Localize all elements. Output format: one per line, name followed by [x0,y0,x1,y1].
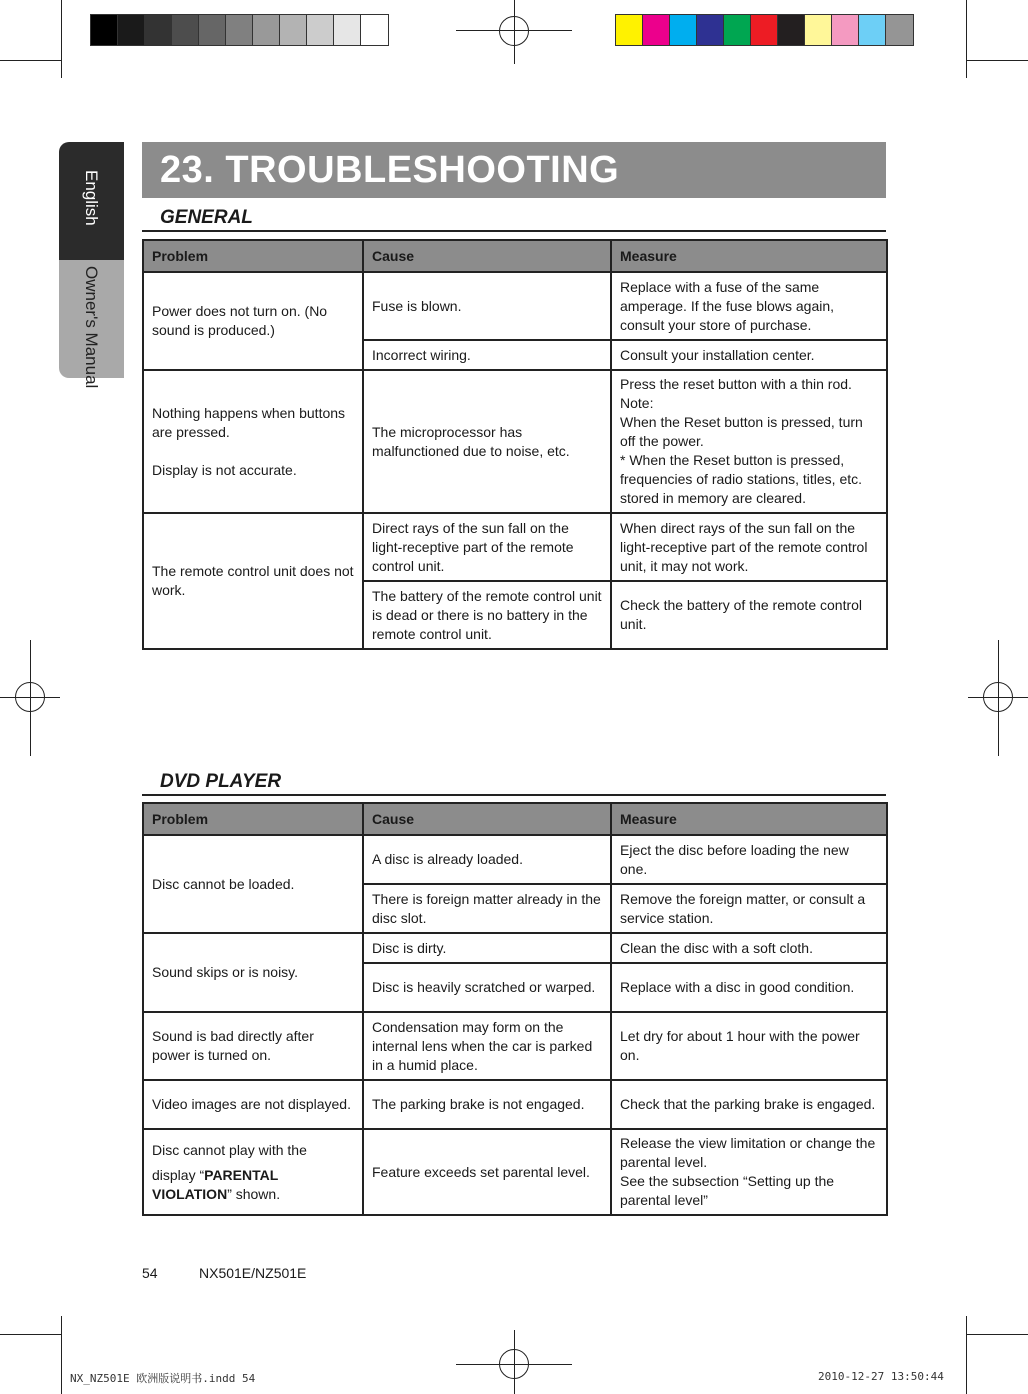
section-rule [142,230,886,232]
color-swatch [616,15,643,45]
measure-cell: Check the battery of the remote control unit. [611,581,887,649]
general-troubleshooting-table [142,239,888,650]
table-row [143,272,887,340]
language-label: English [82,170,101,226]
header-problem: Problem [143,240,363,272]
dvd-troubleshooting-table [142,802,888,1216]
measure-cell: Replace with a disc in good condition. [611,963,887,1012]
table-header-row [143,803,887,835]
gray-swatch [280,15,307,45]
header-problem: Problem [143,803,363,835]
gray-swatch [199,15,226,45]
table-row [143,1080,887,1129]
problem-cell: Video images are not displayed. [143,1080,363,1129]
problem-cell: The remote control unit does not work. [143,513,363,649]
cause-cell: The microprocessor has malfunctioned due to noise, etc. [363,370,611,513]
table-row [143,370,887,513]
table-row [143,513,887,581]
color-swatch [859,15,886,45]
measure-line: Release the view limitation or change the parental level. [620,1135,876,1170]
header-measure: Measure [611,240,887,272]
measure-cell: When direct rays of the sun fall on the light-receptive part of the remote control unit, it may not work. [611,513,887,581]
color-swatch [832,15,859,45]
color-swatch [805,15,832,45]
measure-cell: Eject the disc before loading the new one. [611,835,887,884]
measure-cell: Let dry for about 1 hour with the power on. [611,1012,887,1080]
section-heading-dvd-player: DVD PLAYER [160,771,282,792]
table-header-row [143,240,887,272]
measure-cell: Replace with a fuse of the same amperage. If the fuse blows again, consult your store of purchase. [611,272,887,340]
cause-cell: The parking brake is not engaged. [363,1080,611,1129]
measure-line: When the Reset button is pressed, turn off the power. [620,414,863,449]
model-number: NX501E/NZ501E [199,1265,307,1281]
section-heading-general: GENERAL [160,207,253,228]
header-cause: Cause [363,803,611,835]
problem-cell: Power does not turn on. (No sound is produced.) [143,272,363,370]
measure-cell [611,370,887,513]
measure-line: Note: [620,395,654,411]
measure-cell: Check that the parking brake is engaged. [611,1080,887,1129]
gray-swatch [226,15,253,45]
color-swatch [886,15,913,45]
page-title: 23. TROUBLESHOOTING [160,149,620,191]
measure-line: * When the Reset button is pressed, frequencies of radio stations, titles, etc. stored in memory are cleared. [620,452,863,506]
gray-swatch [172,15,199,45]
table-row [143,835,887,884]
table-row [143,1012,887,1080]
problem-cell [143,370,363,513]
gray-swatch [307,15,334,45]
color-swatch [670,15,697,45]
table-row [143,1129,887,1215]
cause-cell: Direct rays of the sun fall on the light-receptive part of the remote control unit. [363,513,611,581]
color-swatch [751,15,778,45]
cause-cell: There is foreign matter already in the disc slot. [363,884,611,933]
slug-filename: NX_NZ501E 欧洲版说明书.indd 54 [70,1372,256,1385]
cause-cell: Disc is dirty. [363,933,611,963]
header-measure: Measure [611,803,887,835]
cause-cell: The battery of the remote control unit is dead or there is no battery in the remote control unit. [363,581,611,649]
table-row [143,933,887,963]
color-swatch [724,15,751,45]
cause-cell: Disc is heavily scratched or warped. [363,963,611,1012]
problem-line: Display is not accurate. [152,461,297,478]
measure-cell: Clean the disc with a soft cloth. [611,933,887,963]
problem-cell: Disc cannot be loaded. [143,835,363,933]
process-color-bar [615,14,914,46]
title-bar [142,142,886,198]
problem-cell [143,1129,363,1215]
language-tab [59,142,124,260]
gray-swatch [334,15,361,45]
section-rule [142,794,886,796]
gray-swatch [91,15,118,45]
cause-cell: Condensation may form on the internal lens when the car is parked in a humid place. [363,1012,611,1080]
problem-line: Disc cannot play with the [152,1141,307,1158]
problem-cell: Sound skips or is noisy. [143,933,363,1012]
manual-tab [59,260,124,389]
gray-swatch [253,15,280,45]
color-swatch [778,15,805,45]
measure-line: Press the reset button with a thin rod. [620,376,852,392]
color-swatch [697,15,724,45]
manual-label: Owner's Manual [82,266,101,389]
color-swatch [643,15,670,45]
parental-violation-text: PARENTAL VIOLATION [152,1166,279,1202]
problem-line: Nothing happens when buttons are pressed. [152,404,346,440]
gray-swatch [361,15,388,45]
cause-cell: Feature exceeds set parental level. [363,1129,611,1215]
measure-cell [611,1129,887,1215]
page-number: 54 [142,1265,158,1281]
cause-cell: Incorrect wiring. [363,340,611,370]
cause-cell: A disc is already loaded. [363,835,611,884]
measure-cell: Consult your installation center. [611,340,887,370]
gray-swatch [118,15,145,45]
header-cause: Cause [363,240,611,272]
cause-cell: Fuse is blown. [363,272,611,340]
measure-line: See the subsection “Setting up the parental level” [620,1173,835,1208]
slug-timestamp: 2010-12-27 13:50:44 [818,1370,944,1383]
gray-swatch [145,15,172,45]
grayscale-color-bar [90,14,389,46]
problem-line: display “PARENTAL VIOLATION” shown. [152,1166,281,1202]
problem-cell: Sound is bad directly after power is turned on. [143,1012,363,1080]
measure-cell: Remove the foreign matter, or consult a service station. [611,884,887,933]
